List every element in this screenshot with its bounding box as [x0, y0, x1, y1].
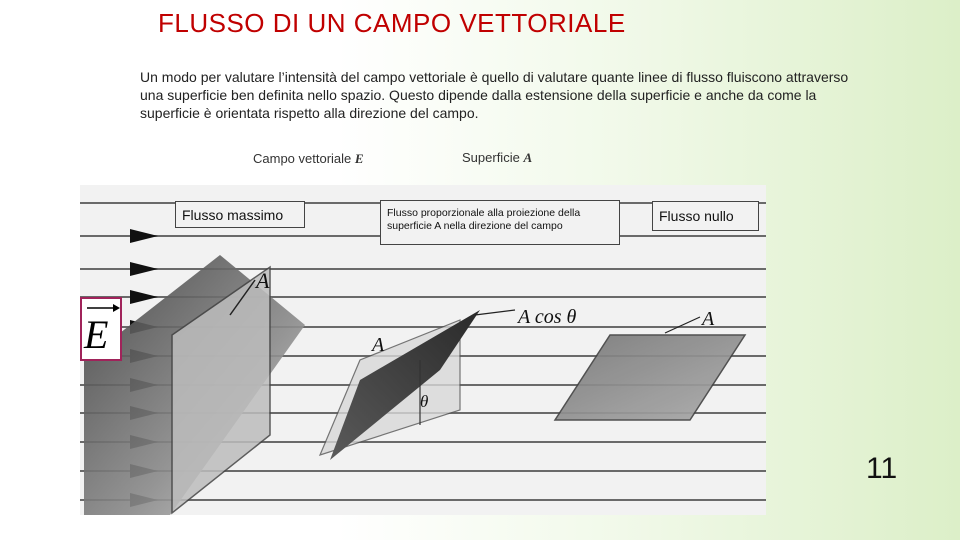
e-vector-symbol — [80, 297, 122, 361]
page-number: 11 — [866, 452, 898, 485]
field-label-text: Campo vettoriale — [253, 151, 352, 166]
e-letter: E — [84, 312, 109, 357]
zero-flux-label: Flusso nullo — [652, 201, 759, 231]
field-symbol: E — [354, 151, 364, 166]
label-a2: A — [372, 334, 385, 356]
label-a3: A — [702, 308, 715, 330]
surface-label — [462, 150, 532, 166]
surface-label-text: Superficie — [462, 150, 520, 165]
slide-title: FLUSSO DI UN CAMPO VETTORIALE — [158, 8, 626, 38]
max-flux-label: Flusso massimo — [175, 201, 305, 228]
proportional-flux-label: Flusso proporzionale alla proiezione della superficie A nella direzione del campo — [380, 200, 620, 245]
surface-symbol: A — [523, 150, 533, 165]
field-label — [253, 151, 364, 167]
label-a1: A — [256, 268, 270, 293]
label-theta: θ — [420, 392, 429, 411]
label-acos: A cos θ — [518, 306, 577, 328]
surface-parallel — [555, 308, 745, 420]
surface-tilted — [320, 306, 577, 460]
intro-paragraph: Un modo per valutare l’intensità del campo vettoriale è quello di valutare quante linee di flusso fluiscono attraverso una superficie ben definita nello spazio. Questo dipende dalla estensione della superficie e anche da come la superficie è orientata rispetto alla direzione del campo. — [140, 69, 849, 121]
